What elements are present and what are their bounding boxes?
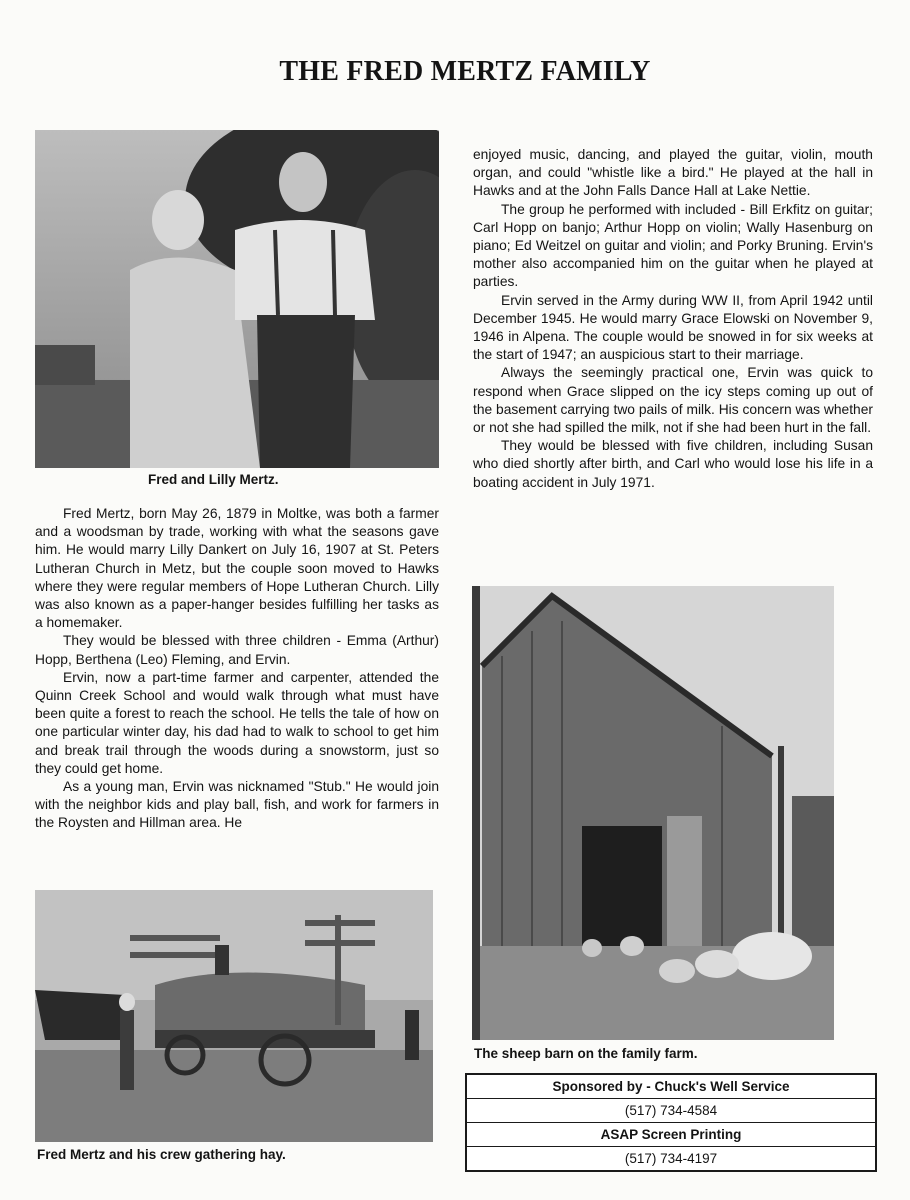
paragraph: Ervin, now a part-time farmer and carpenter, attended the Quinn Creek School and would walk through what must have been quite a forest to reach the school. He tells the tale of how on one particular winter day, his dad had to walk to school to get him and break trail through the woods during a snowstorm, just so they could get home. — [35, 669, 439, 776]
paragraph: They would be blessed with five children, including Susan who died shortly after birth, and Carl who would lose his life in a boating accident in July 1971. — [473, 438, 873, 490]
page-title: THE FRED MERTZ FAMILY — [279, 56, 651, 87]
paragraph: Always the seemingly practical one, Ervin was quick to respond when Grace slipped on the icy steps coming up out of the basement carrying two pails of milk. His concern was whether or not she had spilled the milk, not if she had been hurt in the fall. — [473, 365, 873, 436]
paragraph: The group he performed with included - Bill Erkfitz on guitar; Carl Hopp on banjo; Arthur Hopp on violin; Wally Hasenburg on piano; Ed Weitzel on guitar and violin; and Porky Bruning. Ervin's mother also accompanied him on the guitar when he played at parties. — [473, 201, 873, 290]
sheep-barn-photo — [472, 586, 834, 1040]
couple-caption: Fred and Lilly Mertz. — [148, 472, 279, 487]
right-column-text — [473, 146, 873, 492]
left-column-text — [35, 505, 439, 833]
sponsor-line-2: ASAP Screen Printing — [467, 1123, 875, 1147]
hay-caption: Fred Mertz and his crew gathering hay. — [37, 1147, 286, 1162]
hay-crew-photo — [35, 890, 433, 1142]
paragraph: As a young man, Ervin was nicknamed "Stub." He would join with the neighbor kids and play ball, fish, and work for farmers in the Roysten and Hillman area. He — [35, 779, 439, 831]
barn-caption: The sheep barn on the family farm. — [474, 1046, 698, 1061]
paragraph: Ervin served in the Army during WW II, from April 1942 until December 1945. He would marry Grace Elowski on November 9, 1946 in Alpena. The couple would be snowed in for six weeks at the start of 1947; an auspicious start to their marriage. — [473, 292, 873, 363]
sponsor-box — [465, 1073, 877, 1172]
sponsor-line-1: Sponsored by - Chuck's Well Service — [467, 1075, 875, 1099]
paragraph: They would be blessed with three children - Emma (Arthur) Hopp, Berthena (Leo) Fleming, and Ervin. — [35, 633, 439, 667]
couple-photo — [35, 130, 439, 468]
paragraph: enjoyed music, dancing, and played the guitar, violin, mouth organ, and could "whistle like a bird." He played at the hall in Hawks and at the John Falls Dance Hall at Lake Nettie. — [473, 147, 873, 199]
sponsor-phone-1: (517) 734-4584 — [467, 1099, 875, 1123]
sponsor-phone-2: (517) 734-4197 — [624, 1151, 718, 1166]
paragraph: Fred Mertz, born May 26, 1879 in Moltke, was both a farmer and a woodsman by trade, working with what the seasons gave him. He would marry Lilly Dankert on July 16, 1907 at St. Peters Lutheran Church in Metz, but the couple soon moved to Hawks where they were regular members of Hope Lutheran Church. Lilly was also known as a paper-hanger besides fulfilling her tasks as a homemaker. — [35, 506, 439, 631]
